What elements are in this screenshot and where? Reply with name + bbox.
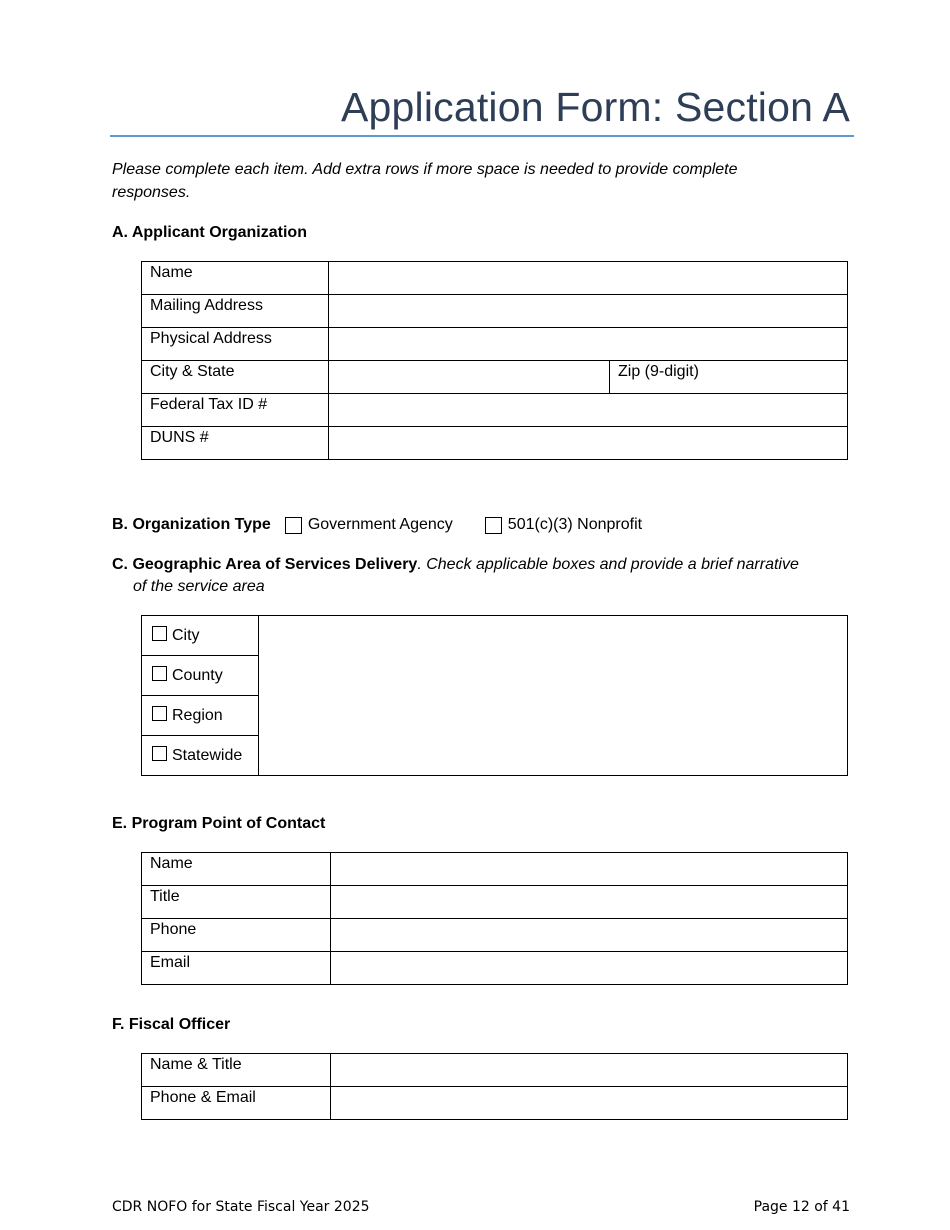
nonprofit-label: 501(c)(3) Nonprofit [507,516,643,533]
table-row [142,427,848,460]
footer-document-name: CDR NOFO for State Fiscal Year 2025 [112,1199,370,1215]
government-agency-label: Government Agency [307,516,453,533]
mailing-address-label: Mailing Address [142,295,329,328]
government-agency-checkbox[interactable] [285,517,302,534]
federal-tax-id-field[interactable] [329,394,848,427]
organization-type-row [112,516,642,534]
county-label: County [172,667,223,684]
section-b-heading: B. Organization Type [112,516,271,533]
region-label: Region [172,707,223,724]
fiscal-name-title-field[interactable] [331,1054,848,1087]
county-option [142,656,259,696]
region-checkbox[interactable] [152,706,167,721]
table-row [142,853,848,886]
table-row [142,952,848,985]
service-area-narrative-field[interactable] [259,616,848,776]
statewide-checkbox[interactable] [152,746,167,761]
section-e-heading: E. Program Point of Contact [112,815,326,832]
city-state-label: City & State [142,361,329,394]
contact-phone-field[interactable] [331,919,848,952]
table-row [142,262,848,295]
city-option [142,616,259,656]
contact-email-label: Email [142,952,331,985]
federal-tax-id-label: Federal Tax ID # [142,394,329,427]
geographic-area-table [141,615,848,776]
physical-address-label: Physical Address [142,328,329,361]
duns-label: DUNS # [142,427,329,460]
section-c-description: . Check applicable boxes and provide a brief narrative [417,556,799,573]
fiscal-officer-table [141,1053,848,1120]
name-label: Name [142,262,329,295]
table-row [142,886,848,919]
contact-name-label: Name [142,853,331,886]
table-row [142,295,848,328]
nonprofit-checkbox[interactable] [485,517,502,534]
contact-title-field[interactable] [331,886,848,919]
table-row [142,1087,848,1120]
section-c-heading [112,554,852,598]
mailing-address-field[interactable] [329,295,848,328]
section-f-heading: F. Fiscal Officer [112,1016,231,1033]
instructions-text: Please complete each item. Add extra rows if more space is needed to provide complete responses. [112,161,738,201]
county-checkbox[interactable] [152,666,167,681]
page-title: Application Form: Section A [340,84,850,130]
table-row [142,616,848,656]
table-row [142,328,848,361]
name-field[interactable] [329,262,848,295]
table-row [142,361,848,394]
table-row [142,394,848,427]
table-row [142,1054,848,1087]
city-state-field[interactable] [329,361,610,394]
section-a-heading: A. Applicant Organization [112,224,307,241]
fiscal-name-title-label: Name & Title [142,1054,331,1087]
region-option [142,696,259,736]
contact-phone-label: Phone [142,919,331,952]
zip-field[interactable]: Zip (9-digit) [610,361,848,394]
section-c-title: C. Geographic Area of Services Delivery [112,556,418,573]
fiscal-phone-email-field[interactable] [331,1087,848,1120]
contact-name-field[interactable] [331,853,848,886]
statewide-option [142,736,259,776]
physical-address-field[interactable] [329,328,848,361]
statewide-label: Statewide [172,747,243,764]
section-c-description-cont: of the service area [133,578,265,595]
contact-title-label: Title [142,886,331,919]
fiscal-phone-email-label: Phone & Email [142,1087,331,1120]
table-row [142,919,848,952]
title-divider [110,135,854,137]
applicant-organization-table [141,261,848,460]
contact-email-field[interactable] [331,952,848,985]
footer-page-number: Page 12 of 41 [753,1199,850,1215]
program-contact-table [141,852,848,985]
city-label: City [172,627,200,644]
city-checkbox[interactable] [152,626,167,641]
duns-field[interactable] [329,427,848,460]
